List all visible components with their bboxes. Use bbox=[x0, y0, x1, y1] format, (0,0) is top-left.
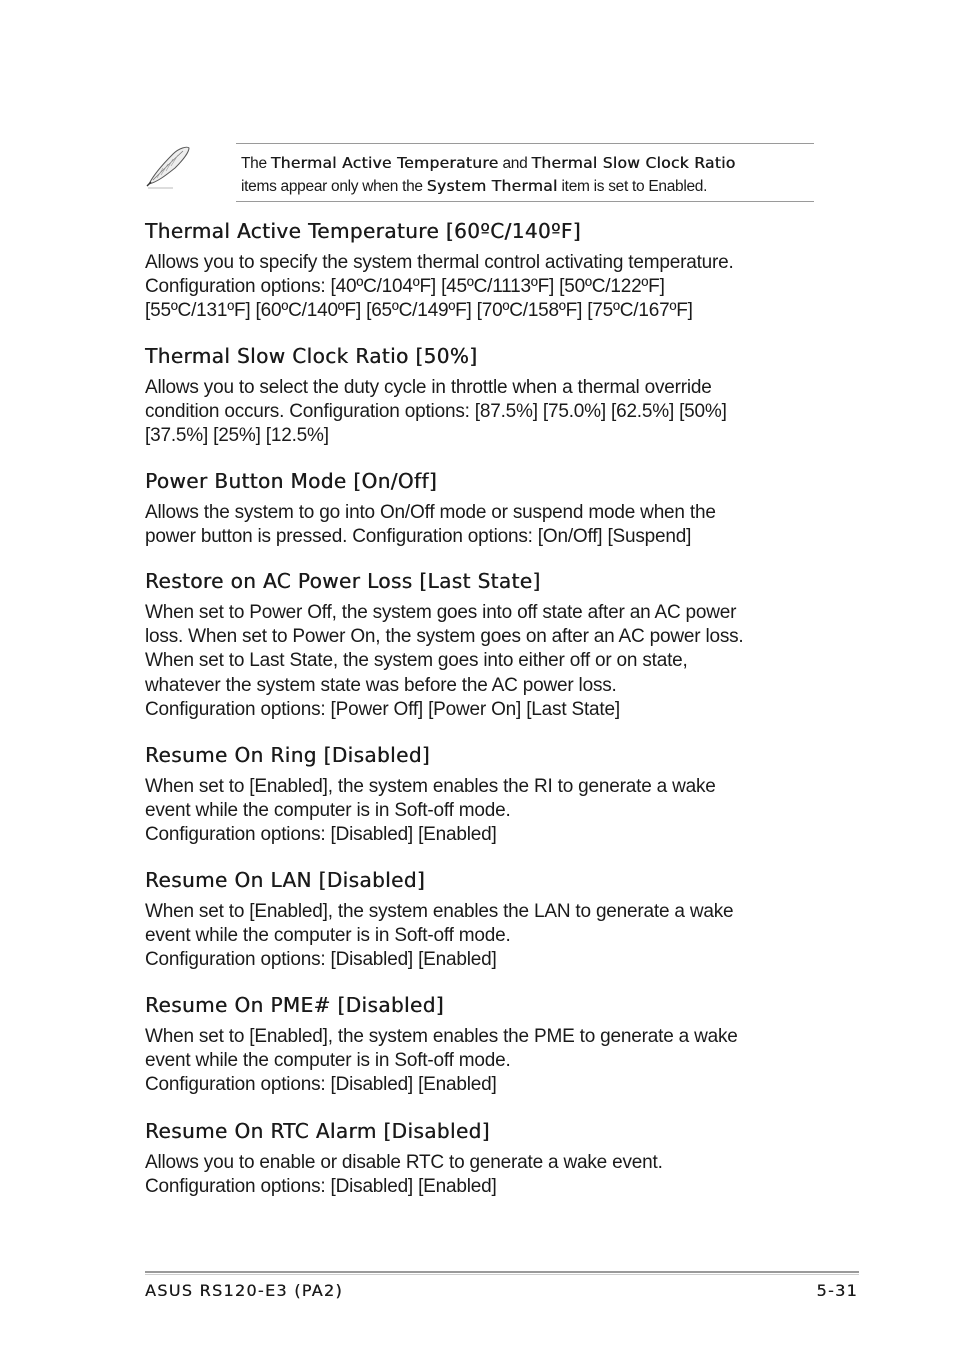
note-fragment: The bbox=[241, 155, 271, 172]
footer-divider-shadow bbox=[145, 1274, 859, 1275]
section-heading: Thermal Active Temperature [60ºC/140ºF] bbox=[145, 219, 581, 243]
pen-note-icon bbox=[143, 142, 191, 190]
section-heading: Power Button Mode [On/Off] bbox=[145, 469, 438, 493]
section-heading: Restore on AC Power Loss [Last State] bbox=[145, 569, 541, 593]
section-body bbox=[145, 601, 825, 722]
note-emphasis: Thermal Slow Clock Ratio bbox=[531, 154, 736, 172]
section-body bbox=[145, 1151, 825, 1199]
body-line: When set to Last State, the system goes into either off or on state, bbox=[145, 650, 688, 672]
body-line: Configuration options: [40ºC/104ºF] [45ºC/1113ºF] [50ºC/122ºF] bbox=[145, 276, 665, 298]
body-line: When set to [Enabled], the system enables the PME to generate a wake bbox=[145, 1026, 738, 1047]
body-line: Configuration options: [Disabled] [Enabled] bbox=[145, 1176, 497, 1198]
section-heading: Resume On Ring [Disabled] bbox=[145, 743, 430, 767]
section-body bbox=[145, 1025, 825, 1098]
body-line: Allows you to specify the system thermal control activating temperature. bbox=[145, 252, 734, 273]
note-fragment: items appear only when the bbox=[241, 178, 427, 195]
section-body bbox=[145, 900, 825, 973]
section-restore-on-ac-power-loss bbox=[145, 568, 825, 722]
body-line: event while the computer is in Soft-off mode. bbox=[145, 1050, 511, 1072]
note-fragment: and bbox=[498, 155, 532, 172]
footer-product-name: ASUS RS120-E3 (PA2) bbox=[145, 1281, 343, 1300]
body-line: When set to [Enabled], the system enables the LAN to generate a wake bbox=[145, 901, 734, 922]
section-resume-on-lan bbox=[145, 867, 825, 973]
body-line: power button is pressed. Configuration options: [On/Off] [Suspend] bbox=[145, 526, 692, 548]
body-line: Allows you to enable or disable RTC to generate a wake event. bbox=[145, 1152, 663, 1173]
section-heading: Resume On LAN [Disabled] bbox=[145, 868, 426, 892]
note-box bbox=[236, 143, 814, 202]
section-heading: Resume On RTC Alarm [Disabled] bbox=[145, 1119, 490, 1143]
section-body bbox=[145, 775, 825, 848]
note-line-2 bbox=[241, 175, 816, 198]
section-body bbox=[145, 251, 825, 324]
body-line: event while the computer is in Soft-off mode. bbox=[145, 925, 511, 947]
section-resume-on-pme bbox=[145, 992, 825, 1098]
note-text bbox=[241, 152, 816, 198]
body-line: Configuration options: [Disabled] [Enabled] bbox=[145, 824, 497, 846]
body-line: event while the computer is in Soft-off mode. bbox=[145, 800, 511, 822]
section-heading: Thermal Slow Clock Ratio [50%] bbox=[145, 344, 478, 368]
section-thermal-slow-clock-ratio bbox=[145, 343, 825, 449]
note-line-1 bbox=[241, 152, 816, 175]
section-body bbox=[145, 376, 825, 449]
body-line: When set to [Enabled], the system enables the RI to generate a wake bbox=[145, 776, 716, 797]
body-line: Configuration options: [Disabled] [Enabled] bbox=[145, 949, 497, 971]
body-line: Allows the system to go into On/Off mode or suspend mode when the bbox=[145, 502, 716, 523]
body-line: [55ºC/131ºF] [60ºC/140ºF] [65ºC/149ºF] [70ºC/158ºF] [75ºC/167ºF] bbox=[145, 300, 693, 322]
note-fragment: item is set to Enabled. bbox=[557, 178, 708, 195]
body-line: Allows you to select the duty cycle in throttle when a thermal override bbox=[145, 377, 712, 398]
section-resume-on-ring bbox=[145, 742, 825, 848]
section-heading: Resume On PME# [Disabled] bbox=[145, 993, 444, 1017]
body-line: [37.5%] [25%] [12.5%] bbox=[145, 425, 329, 447]
section-power-button-mode bbox=[145, 468, 825, 549]
section-body bbox=[145, 501, 825, 549]
body-line: Configuration options: [Disabled] [Enabled] bbox=[145, 1074, 497, 1096]
note-emphasis: Thermal Active Temperature bbox=[270, 154, 499, 172]
note-emphasis: System Thermal bbox=[426, 177, 558, 195]
body-line: whatever the system state was before the AC power loss. bbox=[145, 674, 617, 696]
body-line: When set to Power Off, the system goes into off state after an AC power bbox=[145, 602, 737, 623]
body-line: Configuration options: [Power Off] [Power On] [Last State] bbox=[145, 698, 620, 720]
footer-page-number: 5-31 bbox=[816, 1281, 858, 1300]
section-resume-on-rtc-alarm bbox=[145, 1118, 825, 1199]
footer-divider bbox=[145, 1271, 859, 1273]
body-line: condition occurs. Configuration options: [87.5%] [75.0%] [62.5%] [50%] bbox=[145, 401, 727, 423]
body-line: loss. When set to Power On, the system goes on after an AC power loss. bbox=[145, 626, 744, 648]
section-thermal-active-temperature bbox=[145, 218, 825, 324]
